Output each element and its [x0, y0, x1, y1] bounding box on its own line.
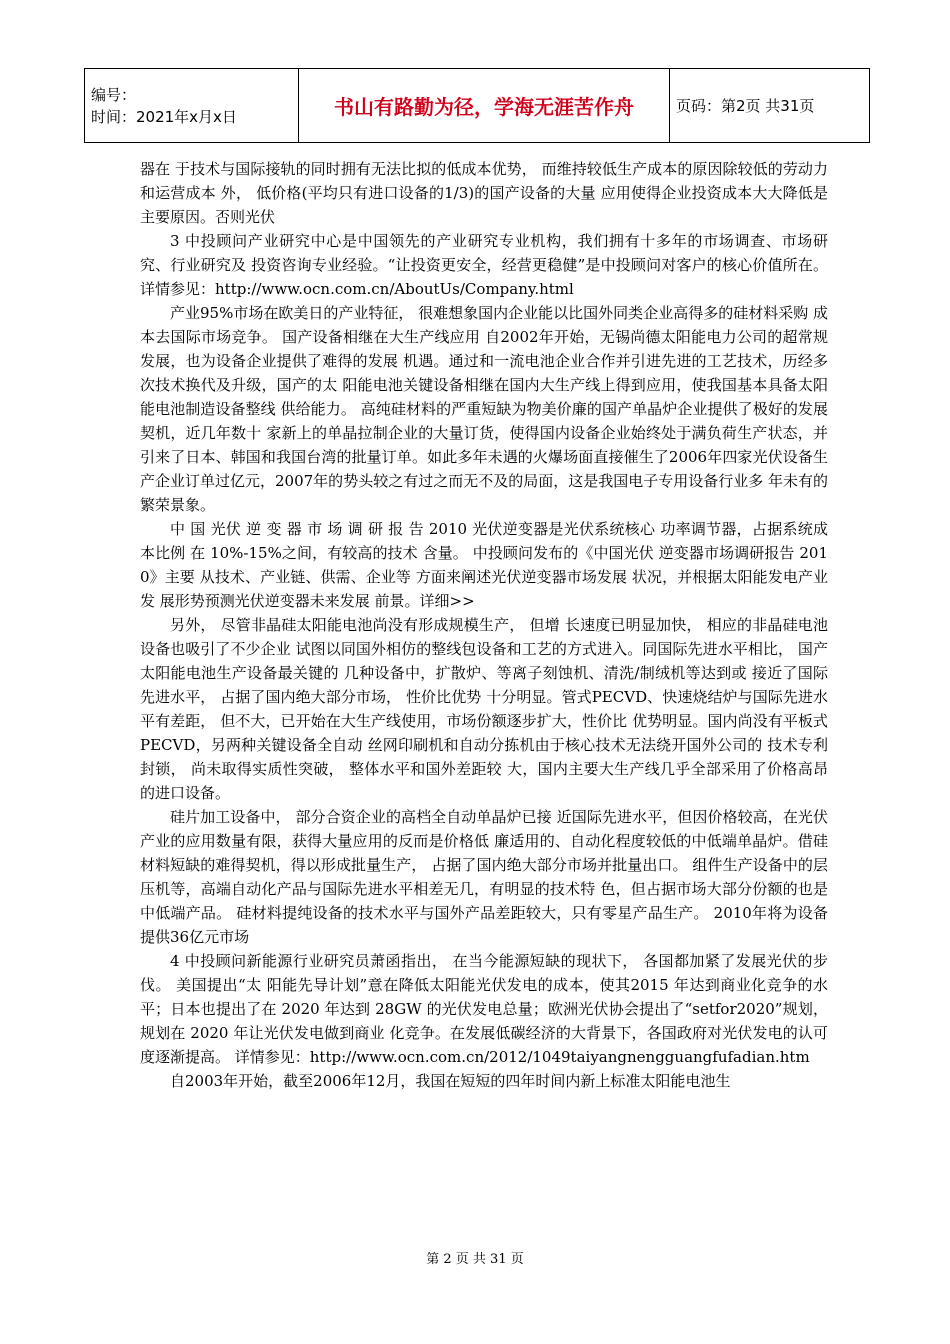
paragraph: 另外， 尽管非晶硅太阳能电池尚没有形成规模生产， 但增 长速度已明显加快， 相应的非晶硅电池设备也吸引了不少企业 试图以同国外相仿的整线包设备和工艺的方式进入。同国际先进水平相比， 国产太阳能电池生产设备最关键的 几种设备中，扩散炉、等离子刻蚀机、清洗/制绒机等达到或 接近了国际先进水平， 占据了国内绝大部分市场， 性价比优势 十分明显。管式PECVD、快速烧结炉与国际先进水平有差距， 但不大，已开始在大生产线使用，市场份额逐步扩大，性价比 优势明显。国内尚没有平板式PECVD，另两种关键设备全自动 丝网印刷机和自动分拣机由于核心技术无法绕开国外公司的 技术专利封锁， 尚未取得实质性突破， 整体水平和国外差距较 大，国内主要大生产线几乎全部采用了价格高昂的进口设备。 — [140, 616, 828, 802]
header-page-label: 页码：第2页 共31页 — [670, 69, 870, 143]
header-meta — [85, 69, 299, 143]
page-header — [84, 68, 870, 143]
page-footer: 第 2 页 共 31 页 — [426, 1252, 524, 1267]
paragraph: 自2003年开始，截至2006年12月，我国在短短的四年时间内新上标准太阳能电池生 — [170, 1072, 731, 1090]
paragraph: 3 中投顾问产业研究中心是中国领先的产业研究专业机构，我们拥有十多年的市场调查、市场研究、行业研究及 投资咨询专业经验。“让投资更安全，经营更稳健”是中投顾问对客户的核心价值所在。 详情参见：http://www.ocn.com.cn/AboutUs/Company.html — [140, 232, 828, 298]
document-body — [140, 157, 828, 1093]
header-number-label: 编号： — [91, 85, 137, 104]
paragraph: 中 国 光伏 逆 变 器 市 场 调 研 报 告 2010 光伏逆变器是光伏系统核心 功率调节器，占据系统成本比例 在 10%-15%之间，有较高的技术 含量。 中投顾问发布的《中国光伏 逆变器市场调研报告 2010》主要 从技术、产业链、供需、企业等 方面来阐述光伏逆变器市场发展 状况，并根据太阳能发电产业发 展形势预测光伏逆变器未来发展 前景。详细>> — [140, 520, 828, 610]
paragraph: 4 中投顾问新能源行业研究员萧函指出， 在当今能源短缺的现状下， 各国都加紧了发展光伏的步伐。 美国提出“太 阳能先导计划”意在降低太阳能光伏发电的成本，使其2015 年达到商业化竞争的水平；日本也提出了在 2020 年达到 28GW 的光伏发电总量；欧洲光伏协会提出了“setfor2020”规划，规划在 2020 年让光伏发电做到商业 化竞争。在发展低碳经济的大背景下，各国政府对光伏发电的认可度逐渐提高。 详情参见：http://www.ocn.com.cn/2012/1049taiyangnengguangfufadian.htm — [140, 952, 828, 1066]
header-time-label: 时间：2021年x月x日 — [91, 107, 237, 126]
paragraph: 硅片加工设备中， 部分合资企业的高档全自动单晶炉已接 近国际先进水平，但因价格较高，在光伏产业的应用数量有限，获得大量应用的反而是价格低 廉适用的、自动化程度较低的中低端单晶炉。借硅材料短缺的难得契机，得以形成批量生产， 占据了国内绝大部分市场并批量出口。 组件生产设备中的层压机等，高端自动化产品与国际先进水平相差无几，有明显的技术特 色，但占据市场大部分份额的也是中低端产品。 硅材料提纯设备的技术水平与国外产品差距较大，只有零星产品生产。 2010年将为设备提供36亿元市场 — [140, 808, 828, 946]
paragraph-continued: 器在 于技术与国际接轨的同时拥有无法比拟的低成本优势， 而维持较低生产成本的原因除较低的劳动力和运营成本 外， 低价格(平均只有进口设备的1/3)的国产设备的大量 应用使得企业投资成本大大降低是主要原因。否则光伏 — [140, 160, 828, 226]
paragraph: 产业95%市场在欧美日的产业特征， 很难想象国内企业能以比国外同类企业高得多的硅材料采购 成本去国际市场竞争。 国产设备相继在大生产线应用 自2002年开始，无锡尚德太阳能电力公司的超常规发展，也为设备企业提供了难得的发展 机遇。通过和一流电池企业合作并引进先进的工艺技术，历经多次技术换代及升级，国产的太 阳能电池关键设备相继在国内大生产线上得到应用，使我国基本具备太阳能电池制造设备整线 供给能力。 高纯硅材料的严重短缺为物美价廉的国产单晶炉企业提供了极好的发展契机，近几年数十 家新上的单晶拉制企业的大量订货，使得国内设备企业始终处于满负荷生产状态，并引来了日本、韩国和我国台湾的批量订单。如此多年未遇的火爆场面直接催生了2006年四家光伏设备生 产企业订单过亿元，2007年的势头较之有过之而无不及的局面，这是我国电子专用设备行业多 年未有的繁荣景象。 — [140, 304, 828, 514]
header-motto: 书山有路勤为径，学海无涯苦作舟 — [299, 69, 670, 143]
